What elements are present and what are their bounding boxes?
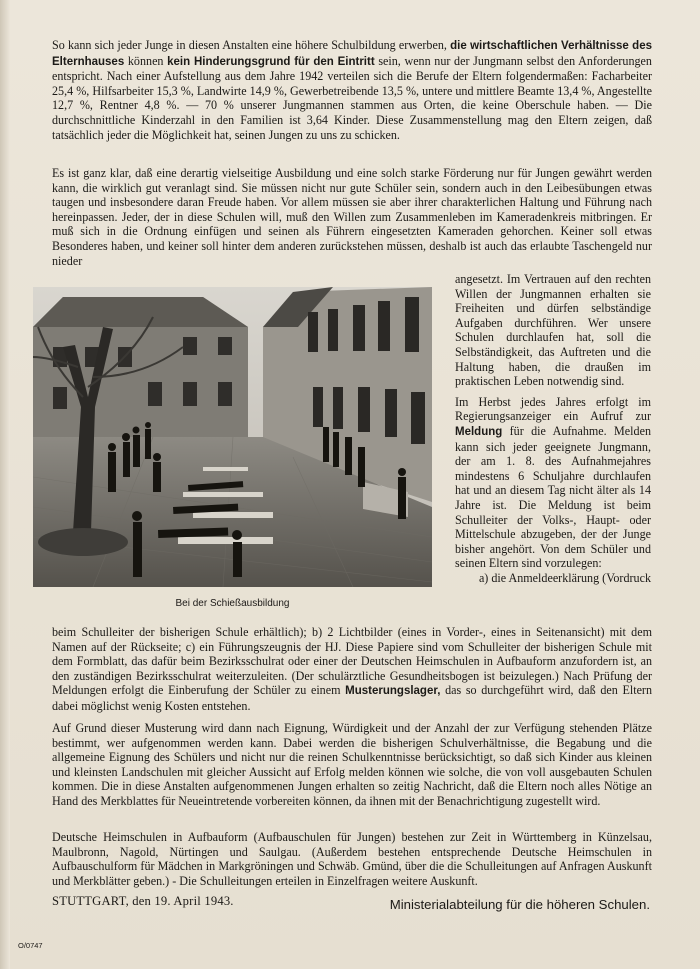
p4-text-1: beim Schulleiter der bisherigen Schule erhältlich); b) 2 Lichtbilder (eines in Vorder-, eines in Seitenansicht) mit dem Namen auf der Rückseite; c) ein Führungszeugnis der HJ. Diese Papiere sind vom Schulleiter der bisherigen Schule mit dem Formblatt, das dafür beim Bezirksschulrat oder einer der Deutschen Heimschulen in Aufbauform anzufordern ist, an den zuständigen Bezirksschulrat weiterzuleiten. (Der schulärztliche Gesundheitsbogen ist beizulegen.) Nach Prüfung der Meldungen erfolgt die Einberufung der Schüler zu einem	[52, 625, 652, 698]
right-column	[455, 272, 651, 591]
paragraph-parental-background	[52, 38, 652, 147]
photo-shooting-training	[33, 287, 432, 587]
page-edge-shadow	[0, 0, 10, 969]
p3-text-2: für die Aufnahme. Melden kann sich jeder geeignete Jungmann, der am 1. 8. des Aufnahmejahres mindestens 6 Schuljahre durchlaufen hat und an diesem Tag nicht älter als 14 Jahre ist. Die Meldung ist beim Schulleiter der Volks-, Haupt- oder Mittelschule abzugeben, der der Junge bisher angehört. Von dem Schüler und seinen Eltern sind vorzulegen:	[455, 423, 651, 571]
p4-bold-musterungslager: Musterungslager,	[345, 685, 441, 698]
p3-bold-meldung: Meldung	[455, 425, 503, 438]
footer-authority: Ministerialabteilung für die höheren Schulen.	[389, 897, 650, 912]
p2-continuation: angesetzt. Im Vertrauen auf den rechten Willen der Jungmannen erhalten sie Freiheiten und dürfen selbständige Aufgaben durchführen. Wer unsere Schulen durchlaufen hat, soll die Selbständigkeit, das Auftreten und die Haltung haben, die draußen im praktischen Leben notwendig sind.	[455, 272, 651, 389]
p4-text-2: das so durchgeführt wird, daß den Eltern dabei möglichst wenig Kosten entstehen.	[52, 683, 653, 713]
p1-bold-economic: die wirtschaftlichen Verhältnisse des Elternhauses	[52, 40, 652, 68]
p1-text-2: können	[127, 53, 164, 68]
photo-caption: Bei der Schießausbildung	[175, 598, 290, 609]
footer-place-date: STUTTGART, den 19. April 1943.	[52, 894, 234, 908]
photo-illustration	[33, 287, 432, 587]
paragraph-registration	[455, 395, 651, 586]
p2-text: Es ist ganz klar, daß eine derartig vielseitige Ausbildung und eine solch starke Förderung nur für Jungen gewährt werden kann, die wirklich gut veranlagt sind. Sie müssen nicht nur gute Schüler sein, sondern auch in den Leibesübungen etwas taugen und insbesondere daran Freude haben. Vor allem müssen sie aber ihrer charakterlichen Haltung und Führung nach hereinpassen. Jeder, der in diese Schulen will, muß den Willen zum Zusammenleben im Kameradenkreis mitbringen. Er muß sich in die Ordnung einfügen und seinen als Führern eingesetzten Kameraden gehorchen. Keiner soll etwas Besonderes haben, und keiner soll hinter dem anderen zurückstehen müssen, deshalb ist auch das erlaubte Taschengeld nur nieder	[52, 166, 652, 268]
paragraph-school-locations	[52, 830, 652, 893]
print-code: O/0747	[18, 941, 43, 950]
p1-text-3: sein, wenn nur der Jungmann selbst den Anforderungen entspricht. Nach einer Aufstellung aus dem Jahre 1942 verteilen sich die Berufe der Eltern folgendermaßen: Facharbeiter 25,4 %, Hilfsarbeiter 15,3 %, Landwirte 14,9 %, Gewerbetreibende 13,5 %, untere und mittlere Beamte 13,4 %, Angestellte 12,7 %, Rentner 4,8 %. — 70 % unserer Jungmannen stammen aus Orten, die keine Oberschule haben. — Die durchschnittliche Kinderzahl in den Familien ist 3,64 Kinder. Diese Zusammenstellung mag den Eltern zeigen, daß tatsächlich jeder die Möglichkeit hat, seinen Jungen zu uns zu schicken.	[52, 53, 652, 142]
paragraph-requirements	[52, 166, 652, 273]
p1-text-1: So kann sich jeder Junge in diesen Anstalten eine höhere Schulbildung erwerben,	[52, 38, 447, 52]
p5-text: Auf Grund dieser Musterung wird dann nach Eignung, Würdigkeit und der Anzahl der zur Verfügung stehenden Plätze bestimmt, wer aufgenommen werden kann. Dabei werden die bisherigen Schulverhältnisse, die Begabung und die allgemeine Eignung des Schülers und nicht nur die reinen Schulkenntnisse berücksichtigt, so daß sich Kinder aus kleinen und kleinsten Landschulen mit gleicher Aussicht auf Erfolg melden können wie solche, die von voll ausgebauten Schulen kommen. Die in diese Anstalten aufgenommenen Jungen erhalten so zeitig Nachricht, daß die Eltern noch alles Nötige an Hand des Merkblattes für Neueintretende vorbereiten können, da ihnen mit der Benachrichtigung zugestellt wird.	[52, 721, 652, 808]
p6-text: Deutsche Heimschulen in Aufbauform (Aufbauschulen für Jungen) bestehen zur Zeit in Württemberg in Künzelsau, Maulbronn, Nagold, Nürtingen und Saulgau. (Außerdem bestehen entsprechende Deutsche Heimschulen in Aufbauschulform für Mädchen in Markgröningen und Schwäb. Gmünd, über die die Schulleitungen auf Anfragen Auskunft und Merkblätter geben.) - Die Schulleitungen erteilen in Einzelfragen weitere Auskunft.	[52, 830, 652, 888]
p3-item-a: a) die Anmeldeerklärung (Vordruck	[478, 570, 651, 585]
paragraph-selection	[52, 721, 652, 814]
paragraph-documents	[52, 625, 652, 719]
p3-text-1: Im Herbst jedes Jahres erfolgt im Regierungsanzeiger ein Aufruf zur	[455, 394, 651, 424]
p1-bold-no-obstacle: kein Hinderungsgrund für den Eintritt	[167, 55, 375, 68]
